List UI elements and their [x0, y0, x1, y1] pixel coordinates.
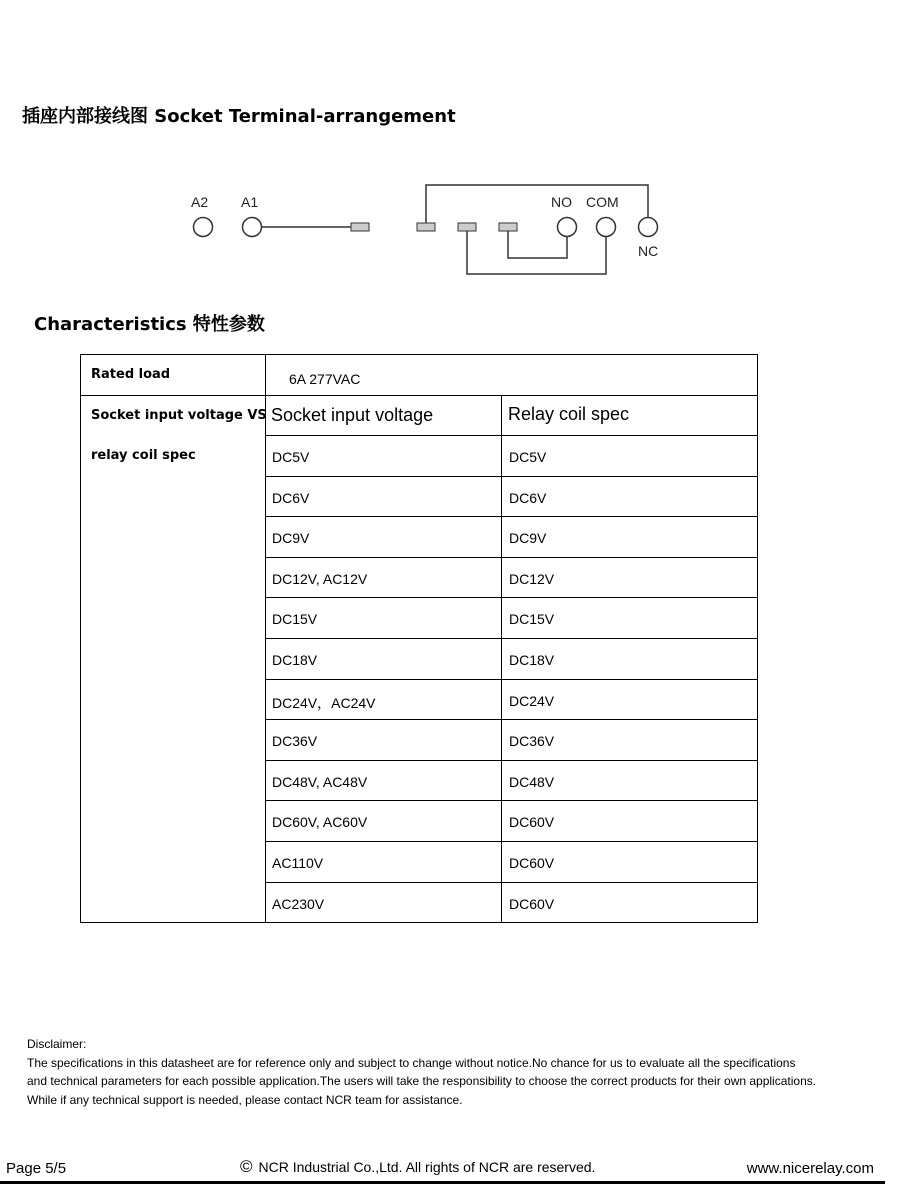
footer-divider [0, 1181, 885, 1184]
relay-coil-cell: DC15V [509, 611, 555, 627]
row-divider [265, 557, 758, 558]
terminal-label-com: COM [586, 194, 619, 210]
com-pin [458, 223, 476, 231]
characteristics-title: Characteristics 特性参数 [34, 314, 265, 335]
row-divider [265, 719, 758, 720]
row-divider [265, 760, 758, 761]
row-divider [265, 435, 758, 436]
relay-coil-cell: DC18V [509, 652, 555, 668]
socket-voltage-cell: DC60V, AC60V [272, 814, 368, 830]
row-divider [265, 800, 758, 801]
nc-pin [417, 223, 435, 231]
copyright-icon: © [240, 1157, 253, 1176]
relay-coil-cell: DC60V [509, 814, 555, 830]
relay-coil-cell: DC6V [509, 490, 547, 506]
socket-voltage-cell: DC36V [272, 733, 318, 749]
copyright-notice [240, 1157, 595, 1177]
relay-coil-cell: DC48V [509, 774, 555, 790]
relay-coil-cell: DC60V [509, 855, 555, 871]
socket-voltage-cell: AC230V [272, 896, 325, 912]
characteristics-table [80, 354, 760, 923]
socket-vs-label-line2: relay coil spec [91, 448, 196, 463]
disclaimer-line-1: The specifications in this datasheet are for reference only and subject to change without notice.No chance for us to evaluate all the specifications [27, 1055, 796, 1070]
relay-coil-cell: DC5V [509, 449, 547, 465]
website-link[interactable]: www.nicerelay.com [746, 1160, 874, 1177]
column-divider [501, 395, 502, 923]
row-divider [265, 679, 758, 680]
socket-voltage-cell: DC15V [272, 611, 318, 627]
rated-load-value: 6A 277VAC [289, 371, 361, 387]
copyright-text: NCR Industrial Co.,Ltd. All rights of NCR are reserved. [258, 1159, 596, 1175]
table-border-top [80, 354, 758, 355]
no-wire [508, 231, 567, 258]
terminal-no [558, 218, 577, 237]
disclaimer-line-3: While if any technical support is needed, please contact NCR team for assistance. [27, 1092, 463, 1107]
com-wire [467, 231, 606, 274]
relay-coil-cell: DC12V [509, 571, 555, 587]
row-divider [265, 516, 758, 517]
row-divider [265, 476, 758, 477]
disclaimer-heading: Disclaimer: [27, 1037, 87, 1051]
terminal-label-no: NO [551, 194, 572, 210]
terminal-a1 [243, 218, 262, 237]
column-header-socket-input: Socket input voltage [271, 405, 434, 425]
row-divider [265, 638, 758, 639]
rated-load-label: Rated load [91, 367, 171, 382]
disclaimer-line-2: and technical parameters for each possible application.The users will take the responsibility to choose the correct products for their own applications. [27, 1074, 817, 1088]
terminal-a2 [194, 218, 213, 237]
socket-voltage-cell: DC9V [272, 530, 310, 546]
socket-voltage-cell: DC24V，AC24V [272, 695, 376, 711]
socket-voltage-cell: DC12V, AC12V [272, 571, 368, 587]
row-divider [265, 841, 758, 842]
relay-coil-cell: DC36V [509, 733, 555, 749]
relay-coil-cell: DC9V [509, 530, 547, 546]
no-pin [499, 223, 517, 231]
table-border-bottom [80, 922, 758, 923]
socket-voltage-cell: DC6V [272, 490, 310, 506]
terminal-label-a2: A2 [191, 194, 209, 210]
table-border-left [80, 354, 81, 923]
coil-pin [351, 223, 369, 231]
terminal-com [597, 218, 616, 237]
terminal-label-a1: A1 [241, 194, 259, 210]
terminal-section-title: 插座内部接线图 Socket Terminal-arrangement [22, 106, 456, 127]
row-divider [265, 597, 758, 598]
row-divider [265, 882, 758, 883]
page-number: Page 5/5 [6, 1160, 67, 1177]
relay-coil-cell: DC60V [509, 896, 555, 912]
socket-terminal-diagram [180, 180, 680, 290]
socket-voltage-cell: AC110V [272, 855, 324, 871]
relay-coil-cell: DC24V [509, 693, 555, 709]
rated-load-divider [80, 395, 758, 396]
socket-vs-label-line1: Socket input voltage VS [91, 408, 267, 423]
socket-voltage-cell: DC18V [272, 652, 318, 668]
socket-voltage-cell: DC5V [272, 449, 310, 465]
disclaimer [27, 1035, 887, 1109]
socket-voltage-cell: DC48V, AC48V [272, 774, 368, 790]
column-header-relay-coil: Relay coil spec [508, 404, 630, 424]
terminal-label-nc: NC [638, 243, 659, 259]
terminal-nc [639, 218, 658, 237]
